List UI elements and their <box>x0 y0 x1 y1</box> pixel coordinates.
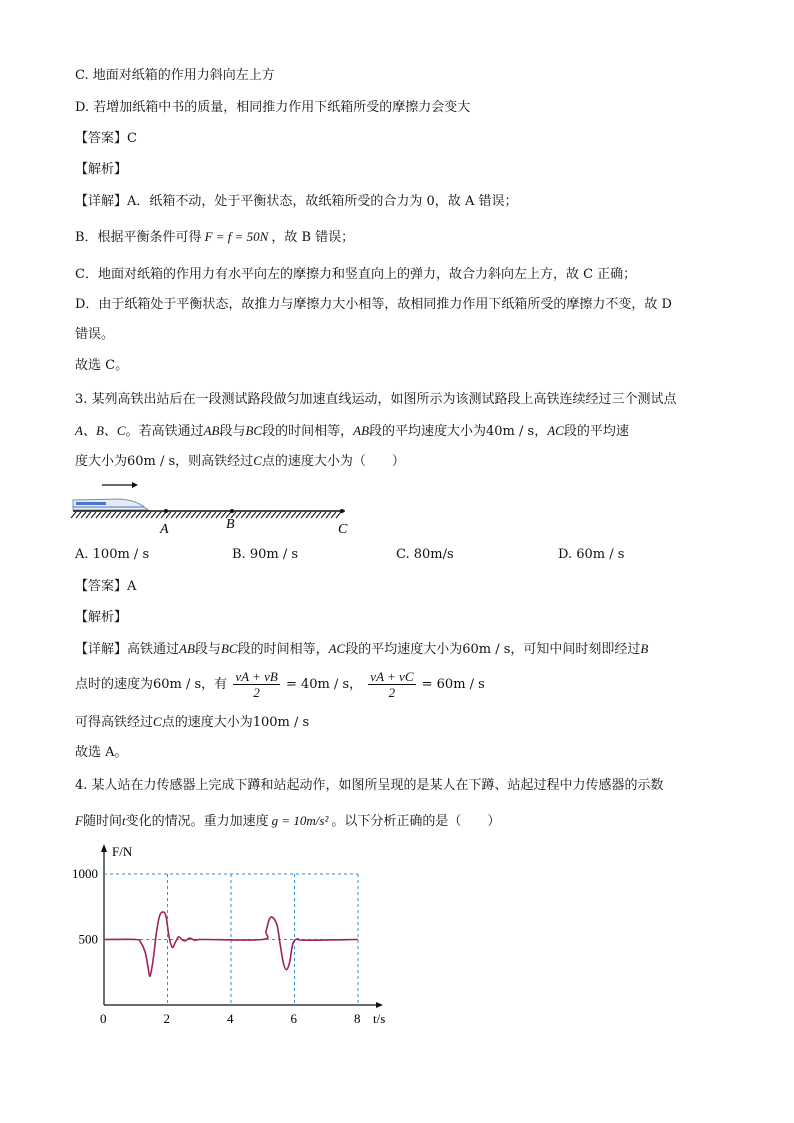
hatch-mark <box>331 512 336 518</box>
force-time-chart <box>65 840 395 1030</box>
hatch-mark <box>281 512 286 518</box>
hatch-mark <box>101 512 106 518</box>
hatch-mark <box>286 512 291 518</box>
answer-value: A <box>127 579 137 594</box>
hatch-mark <box>261 512 266 518</box>
detail-text: 段的平均速度大小为60m / s，可知中间时刻即经过 <box>345 642 641 657</box>
hatch-mark <box>336 512 341 518</box>
hatch-mark <box>296 512 301 518</box>
hatch-mark <box>201 512 206 518</box>
stem-text: 。若高铁通过 <box>125 424 204 439</box>
stem-text: 段的平均速 <box>563 424 629 439</box>
hatch-mark <box>86 512 91 518</box>
detail-text: 高铁通过 <box>127 642 180 657</box>
hatch-mark <box>116 512 121 518</box>
q3-option-c: C. 80m/s <box>396 547 454 562</box>
detail-text: B．根据平衡条件可得 <box>75 230 202 245</box>
detail-text: A．纸箱不动，处于平衡状态，故纸箱所受的合力为 0，故 A 错误； <box>127 194 518 209</box>
hatch-mark <box>271 512 276 518</box>
point-labels: A、B、C <box>75 423 126 438</box>
hatch-mark <box>266 512 271 518</box>
q2-detail-c: C．地面对纸箱的作用力有水平向左的摩擦力和竖直向上的弹力，故合力斜向左上方，故 C 正确； <box>75 267 637 282</box>
q2-detail-a <box>75 193 517 211</box>
hatch-mark <box>151 512 156 518</box>
q2-option-d: D. 若增加纸箱中书的质量，相同推力作用下纸箱所受的摩擦力会变大 <box>75 100 471 115</box>
hatch-mark <box>176 512 181 518</box>
label-b: B <box>226 517 235 532</box>
stem-text: 。以下分析正确的是（ ） <box>331 814 501 829</box>
fraction-denominator: 2 <box>388 685 396 700</box>
point-label: C <box>253 453 262 468</box>
q2-conclusion: 故选 C。 <box>75 358 129 373</box>
answer-label: 【答案】 <box>75 579 128 594</box>
hatch-mark <box>161 512 166 518</box>
equation-rhs: = 40m / s， <box>285 677 363 692</box>
hatch-mark <box>206 512 211 518</box>
x-axis-arrow-icon <box>376 1002 383 1008</box>
detail-text: 段与 <box>194 642 221 657</box>
hatch-mark <box>251 512 256 518</box>
y-tick-label: 1000 <box>72 866 98 881</box>
point-b <box>230 509 234 513</box>
hatch-mark <box>111 512 116 518</box>
q2-analysis-label: 【解析】 <box>75 162 128 177</box>
detail-text: 点的速度大小为100m / s <box>161 715 310 730</box>
answer-label: 【答案】 <box>75 131 128 146</box>
hatch-mark <box>141 512 146 518</box>
hatch-mark <box>196 512 201 518</box>
fraction-va-vb <box>233 669 279 700</box>
hatch-mark <box>191 512 196 518</box>
hatch-mark <box>326 512 331 518</box>
hatch-mark <box>71 512 76 518</box>
y-axis-arrow-icon <box>101 844 107 852</box>
hatch-mark <box>306 512 311 518</box>
hatch-mark <box>301 512 306 518</box>
segment-label: AB <box>179 641 195 656</box>
q3-option-d: D. 60m / s <box>558 547 625 562</box>
q3-stem-2 <box>75 422 629 441</box>
stem-text: 段的时间相等， <box>262 424 354 439</box>
point-c <box>340 509 344 513</box>
stem-text: 度大小为60m / s，则高铁经过 <box>75 454 254 469</box>
y-tick-label: 500 <box>78 931 98 947</box>
fraction-numerator: vA + vB <box>235 669 278 684</box>
x-tick-label: 4 <box>227 1011 234 1026</box>
stem-text: 随时间 <box>82 814 122 829</box>
hatch-mark <box>131 512 136 518</box>
hatch-mark <box>216 512 221 518</box>
gravity-value: g = 10m/s² <box>271 813 329 828</box>
arrow-head-icon <box>132 482 138 488</box>
hatch-mark <box>236 512 241 518</box>
q2-detail-b <box>75 228 354 247</box>
hatch-mark <box>81 512 86 518</box>
q3-analysis-label: 【解析】 <box>75 610 128 625</box>
q2-answer <box>75 130 137 148</box>
variable-f: F <box>75 813 83 828</box>
x-tick-label: 8 <box>354 1011 361 1026</box>
train-track-diagram <box>70 478 360 538</box>
hatch-mark <box>136 512 141 518</box>
detail-text: 点时的速度为60m / s，有 <box>75 677 228 692</box>
q2-option-c: C. 地面对纸箱的作用力斜向左上方 <box>75 68 275 83</box>
hatch-mark <box>121 512 126 518</box>
hatch-mark <box>181 512 186 518</box>
segment-label: AC <box>328 641 346 656</box>
hatch-mark <box>156 512 161 518</box>
x-axis-label: t/s <box>373 1011 386 1026</box>
detail-label: 【详解】 <box>75 642 128 657</box>
hatch-mark <box>291 512 296 518</box>
hatch-mark <box>91 512 96 518</box>
hatch-mark <box>321 512 326 518</box>
equation-rhs: = 60m / s <box>421 677 485 692</box>
label-a: A <box>160 522 169 537</box>
hatch-mark <box>146 512 151 518</box>
detail-text: 可得高铁经过 <box>75 715 154 730</box>
hatch-mark <box>76 512 81 518</box>
hatch-mark <box>241 512 246 518</box>
q3-answer <box>75 578 136 596</box>
detail-text: ，故 B 错误； <box>271 230 355 245</box>
point-a <box>164 509 168 513</box>
hatch-mark <box>311 512 316 518</box>
hatch-mark <box>126 512 131 518</box>
equation: F = f = 50N <box>204 229 269 244</box>
segment-label: BC <box>245 423 263 438</box>
answer-value: C <box>127 131 137 146</box>
hatch-mark <box>316 512 321 518</box>
point-label: B <box>640 641 649 656</box>
q4-stem-2 <box>75 812 500 831</box>
q3-option-b: B. 90m / s <box>232 547 299 562</box>
fraction-denominator: 2 <box>253 685 260 700</box>
stem-text: 段的平均速度大小为40m / s， <box>369 424 548 439</box>
hatch-mark <box>166 512 171 518</box>
stem-text: 变化的情况。重力加速度 <box>125 814 269 829</box>
x-tick-label: 2 <box>163 1011 170 1026</box>
segment-label: BC <box>220 641 238 656</box>
segment-label: AB <box>203 423 220 438</box>
train-icon <box>73 499 148 510</box>
q3-option-a: A. 100m / s <box>75 547 150 562</box>
fraction-numerator: vA + vC <box>370 669 414 684</box>
hatch-mark <box>96 512 101 518</box>
fraction-va-vc <box>368 669 415 700</box>
q3-detail-3 <box>75 713 309 732</box>
segment-label: AB <box>353 423 370 438</box>
hatch-mark <box>106 512 111 518</box>
variable-t: t <box>121 813 126 828</box>
hatch-mark <box>171 512 176 518</box>
q3-detail-2 <box>75 668 485 702</box>
stem-text: 段与 <box>219 424 246 439</box>
hatch-mark <box>186 512 191 518</box>
q3-stem-3 <box>75 452 405 471</box>
detail-text: 段的时间相等， <box>237 642 329 657</box>
hatch-mark <box>211 512 216 518</box>
q2-detail-d1: D．由于纸箱处于平衡状态，故推力与摩擦力大小相等，故相同推力作用下纸箱所受的摩擦力不变，故 D <box>75 297 672 312</box>
q4-stem-1: 4. 某人站在力传感器上完成下蹲和站起动作，如图所呈现的是某人在下蹲、站起过程中力传感器的示数 <box>75 778 664 793</box>
point-label: C <box>153 714 162 729</box>
y-axis-label: F/N <box>112 844 133 859</box>
x-tick-label: 6 <box>290 1011 297 1026</box>
label-c: C <box>338 522 348 537</box>
q3-detail-1 <box>75 640 648 659</box>
hatch-mark <box>256 512 261 518</box>
hatch-mark <box>246 512 251 518</box>
x-tick-label: 0 <box>100 1011 107 1026</box>
q3-conclusion: 故选 A。 <box>75 745 128 760</box>
hatch-mark <box>276 512 281 518</box>
q2-detail-d2: 错误。 <box>75 327 115 342</box>
stem-text: 点的速度大小为（ ） <box>261 454 405 469</box>
segment-label: AC <box>547 423 564 438</box>
detail-label: 【详解】 <box>75 194 128 209</box>
ground-hatching <box>71 512 341 518</box>
q3-stem-1: 3. 某列高铁出站后在一段测试路段做匀加速直线运动，如图所示为该测试路段上高铁连续经过三个测试点 <box>75 392 677 407</box>
